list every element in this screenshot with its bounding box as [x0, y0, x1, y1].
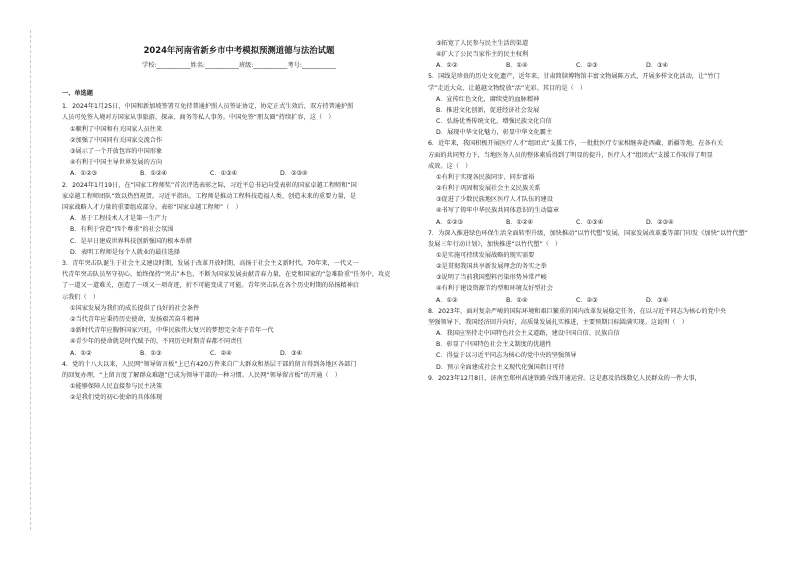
answer-option: C．②③ — [576, 296, 598, 304]
choice-line: ①国家发展为我们的成长提供了良好的社会条件 — [70, 304, 200, 312]
answer-option: D．③④ — [280, 349, 303, 357]
choice-line: ③展示了一个开放包容的中国形象 — [70, 148, 163, 156]
choice-line: B．有利于营造“四个尊重”的社会氛围 — [70, 226, 174, 234]
answer-options-row — [428, 217, 782, 228]
answer-option: A．①②③ — [70, 170, 98, 178]
choice-line: ④有利于中国主导世界发展的方向 — [70, 159, 163, 167]
choice-line: D．预示全面建成社会主义现代化强国指日可待 — [436, 363, 565, 371]
choice-line: ③说明了当前我国塑料污染形势异常严峻 — [436, 274, 547, 282]
answer-option: A．①②③ — [436, 218, 464, 226]
choice-line: ①有利于实现各民族同步、同步富裕 — [436, 173, 535, 181]
question-text-line: 家卓越工程师团队”致以热烈祝贺。习近平指出，工程师是推动工程科技造福人类、创造未来的重要力量，是 — [62, 192, 357, 200]
answer-options-row — [428, 295, 782, 306]
choice-line: ②有利于巩固和发展社会主义民族关系 — [436, 185, 541, 193]
choice-line: ②是贯彻我国共享新发展理念的务实之举 — [436, 263, 547, 271]
choice-line: ④青少年的使命就是时代赋予的，不同历史时期青春都不同责任 — [70, 338, 243, 346]
answer-option: A．①② — [70, 349, 92, 357]
answer-option: C．②③ — [576, 62, 598, 70]
choice-line: ②是我们党的初心使命的具体体现 — [70, 394, 163, 402]
choice-line: ③促进了少数民族地区医疗人才队伍的建设 — [436, 196, 553, 204]
choice-line: A．基于工程技术人才是第一生产力 — [70, 215, 168, 223]
choice-line: C．是早日建成世界科技创新强国的根本举措 — [70, 237, 192, 245]
question-text-line: 坚强领导下，我国经济回升向好，高质量发展扎实推进，主要预期目标圆满实现。这说明（ ） — [428, 318, 688, 326]
choice-line: A．宣传红色文化，赓续党的血脉精神 — [436, 95, 540, 103]
choice-line: B．彰显了中国特色社会主义制度的优越性 — [436, 341, 552, 349]
choice-line: C．弘扬优秀传统文化，增强民族文化自信 — [436, 118, 552, 126]
question-text-line: 3．青年突击队诞生于社会主义建设时期，发展于改革开放时期，高扬于社会主义新时代。70年来，一代又一 — [62, 260, 359, 268]
answer-options-row — [62, 168, 416, 179]
question-text-line: 国家战略人才力量的重要组成部分。表彰“国家卓越工程师”（ ） — [62, 204, 242, 212]
binding-margin-line — [30, 30, 32, 530]
choice-line: B．推进文化创新，促进经济社会发展 — [436, 106, 540, 114]
right-column — [428, 38, 782, 384]
answer-option: B．①④ — [506, 62, 528, 70]
question-text-line: 6．近年来，我国积极开展医疗人才“组团式”支援工作，一批批医疗专家相继奔赴西藏、新疆等地，在各有关 — [428, 140, 723, 148]
choice-line: ③新时代青年应胸怀国家兴旺，中华民族伟大复兴的梦想完全寄予青年一代 — [70, 327, 274, 335]
student-info-line: 学校:___________姓名:___________班级:___________考号:___________ — [142, 62, 336, 69]
question-text-line: 9．2023年12月8日，济南至郑州高速铁路全线开通运营。这是惠及沿线数亿人民群众的一件大事， — [428, 374, 701, 382]
choice-line: ③拓宽了人民参与民主生活的渠道 — [436, 40, 529, 47]
exam-title: 2024年河南省新乡市中考模拟预测道德与法治试题 — [143, 45, 335, 55]
answer-option: A．①② — [436, 62, 458, 70]
choice-line: A．我国应坚持走中国特色社会主义道路，建设中国自信、民族自信 — [436, 330, 620, 338]
choice-line: D．表明工程师是每个人就业的最佳选择 — [70, 248, 180, 256]
answer-option: C．①③④ — [576, 218, 604, 226]
question-text-line: 4．党的十八大以来，人民网“领导留言板”上已有420万件来自广大群众和基层干部的留言得到各地区各部门 — [62, 360, 357, 368]
choice-line: ④书写了铸牢中华民族共同体意识的生动篇章 — [436, 207, 560, 215]
answer-option: B．①④ — [506, 296, 528, 304]
question-text-line: 发展三年行动计划》，加快推进“以竹代塑”（ ） — [428, 240, 562, 248]
choice-line: ②加强了中国同有关国家交流合作 — [70, 136, 163, 144]
question-text-line: 5．国线是珍贵的历史文化遗产，近年来，甘肃简牍博物馆丰富文物展陈方式，开展多样文化活动，让“竹门 — [428, 73, 720, 81]
question-text-line: 人员可免签入境对方国家从事旅游、探亲、商务等私人事务。中国免签“朋友圈”持续扩容，这（ ） — [62, 114, 335, 122]
question-text-line: 2．2024年1月19日，在“国家工程师奖”首次评选表彰之际，习近平总书记向受表彰的国家卓越工程师和“国 — [62, 181, 357, 189]
answer-options-row — [428, 60, 782, 71]
left-column — [62, 88, 416, 404]
choice-line: ①是实施可持续发展战略的现实需要 — [436, 251, 535, 259]
choice-line: ①顺利了中国和有关国家人员往来 — [70, 125, 163, 133]
answer-option: D．②③④ — [646, 218, 674, 226]
section-heading: 一、单选题 — [62, 90, 93, 97]
answer-option: D．③④ — [646, 296, 669, 304]
choice-line: ④有利于建设资源节约型和环境友好型社会 — [436, 285, 553, 293]
choice-line: ④扩大了公民当家作主的民主权利 — [436, 51, 529, 59]
question-text-line: 的回复办理，“上留言度了解群众难题”已成为领导干部的一种习惯。人民网“领导留言板”的开通（ ） — [62, 372, 341, 380]
answer-option: D．②③④ — [280, 170, 308, 178]
answer-option: A．①② — [436, 296, 458, 304]
answer-option: D．③④ — [646, 62, 669, 70]
answer-options-row — [62, 348, 416, 359]
choice-line: C．得益于以习近平同志为核心的党中央的坚强领导 — [436, 352, 577, 360]
question-text-line: 代青年突击队员坚守初心，始终保持“突击”本色，不断为国家发展贡献青春力量，在党和国家的“急难险重”任务中，攻克 — [62, 271, 391, 279]
choice-line: ①能够保障人民直接参与民主决策 — [70, 383, 163, 391]
answer-option: C．①③④ — [210, 170, 238, 178]
question-text-line: 方面的共同努力下，当地医务人员的整体素质得到了明显的提升，医疗人才“组团式”支援工作取得了明显 — [428, 151, 713, 159]
question-text-line: 7．为深入推进绿色环保生活全面转型升级，加快推动“以竹代塑”发展，国家发展改革委等部门印发《加快“以竹代塑” — [428, 229, 748, 237]
answer-option: C．②④ — [210, 349, 232, 357]
question-text-line: 示我们（ ） — [62, 293, 100, 301]
question-text-line: 8．2023年，面对复杂严峻的国际环境和艰巨繁重的国内改革发展稳定任务，在以习近平同志为核心的党中央 — [428, 307, 727, 315]
answer-option: B．①②④ — [140, 170, 168, 178]
answer-option: B．①③ — [140, 349, 162, 357]
question-text-line: 1．2024年1月25日，中国和新加坡签署互免持普通护照人员签证协定，协定正式生效后，双方持普通护照 — [62, 103, 354, 111]
question-text-line: 成效。这（ ） — [428, 162, 472, 170]
question-text-line: 了一道又一道难关，创造了一项又一项奇迹，折不可能变成了可能。青年突击队在各个历史时期的昂扬精神启 — [62, 282, 359, 290]
answer-option: B．①②④ — [506, 218, 534, 226]
choice-line: D．展现中华文化魅力，彰显中华文化霸主 — [436, 129, 553, 137]
question-text-line: 学”走近大众，让越越文物绽放“活”光彩。其目的是（ ） — [428, 84, 587, 92]
choice-line: ②当代青年应秉持历史使命，发扬艰苦奋斗精神 — [70, 316, 200, 324]
